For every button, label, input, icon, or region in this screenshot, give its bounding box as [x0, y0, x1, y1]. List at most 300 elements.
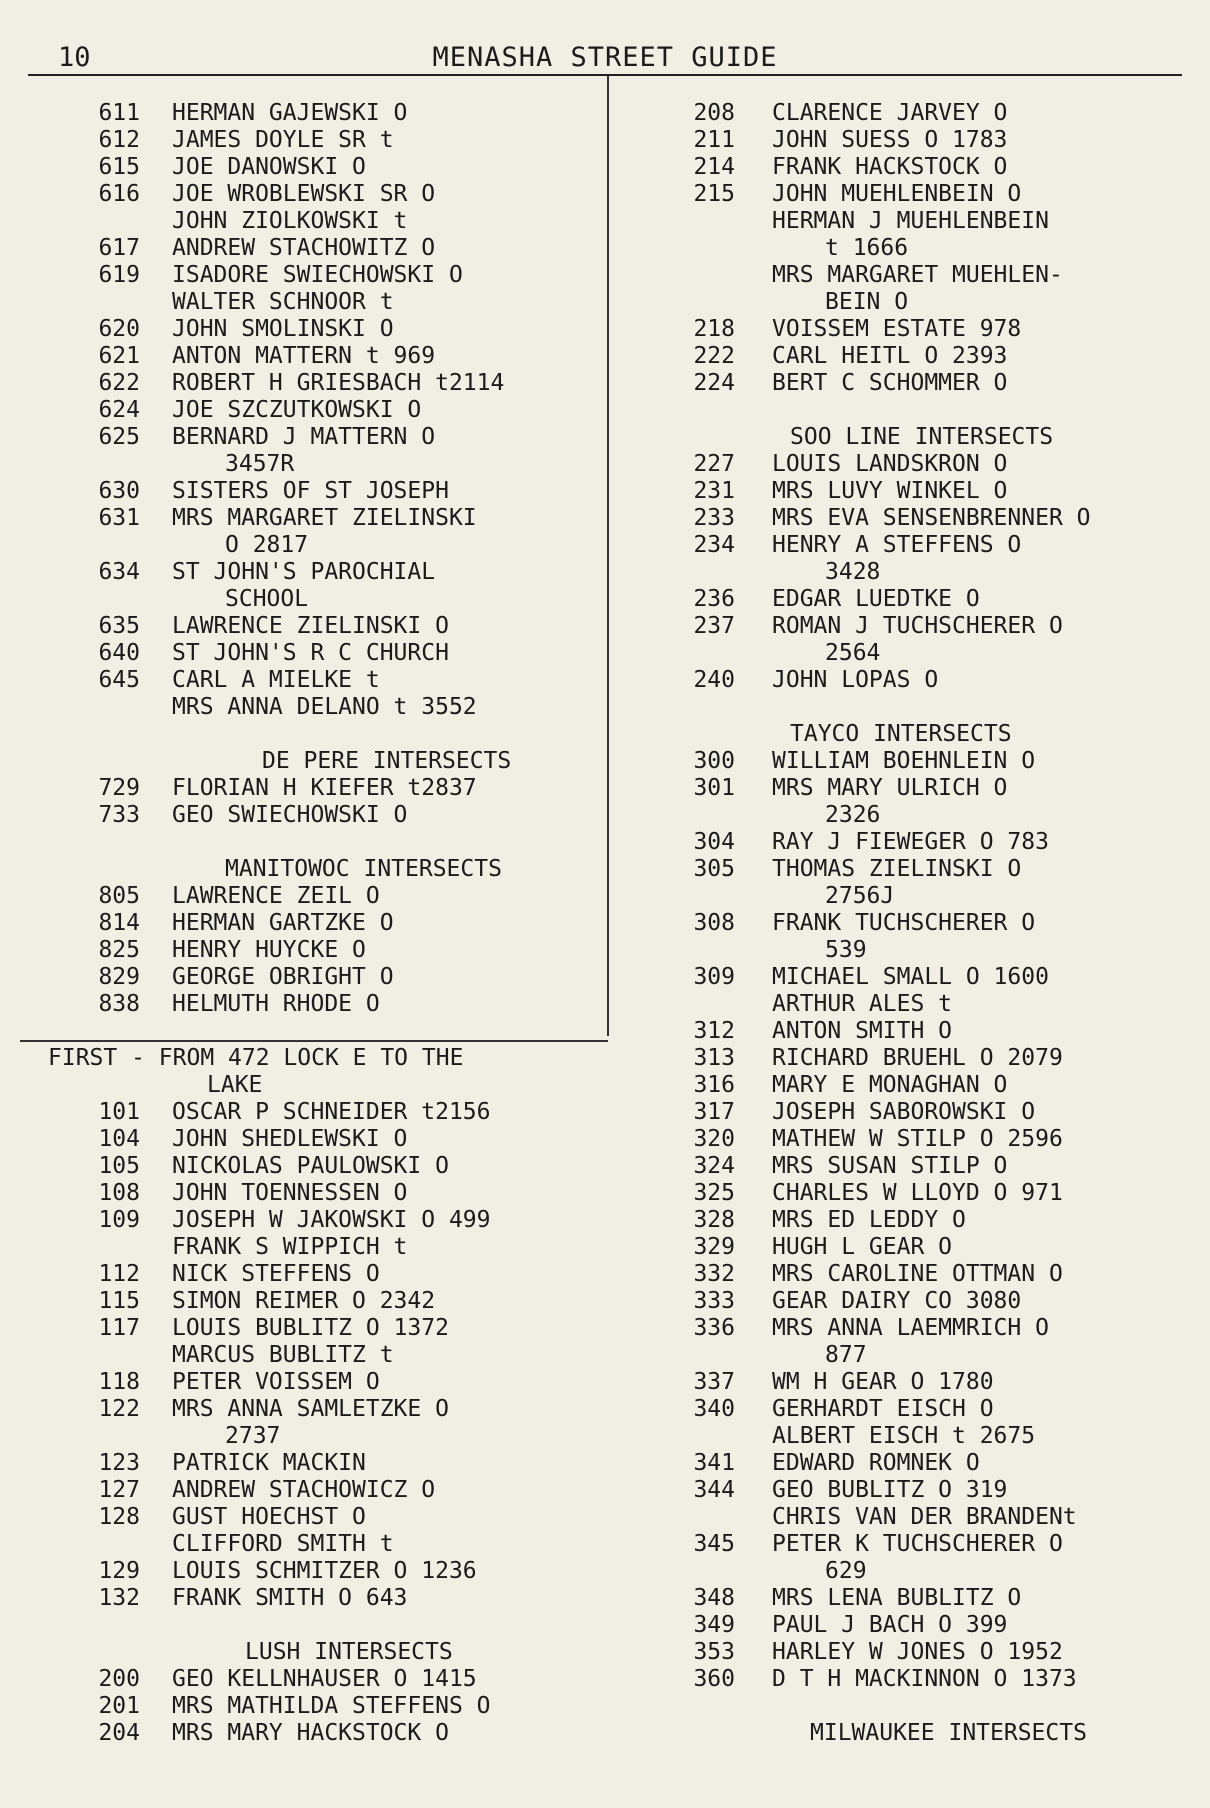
house-number: 214 [693, 154, 735, 180]
right-column [607, 100, 1210, 1747]
blank-row [0, 829, 607, 856]
house-number: 625 [98, 424, 140, 450]
resident-continued: 629 [825, 1558, 867, 1584]
directory-row [0, 802, 607, 829]
directory-row [607, 316, 1210, 343]
resident-name: HENRY HUYCKE O [172, 937, 366, 963]
resident-name: JOHN SUESS O 1783 [772, 127, 1008, 153]
resident-name: MRS MARY HACKSTOCK O [172, 1720, 449, 1746]
street-section-title-continued: LAKE [207, 1072, 263, 1098]
directory-row [0, 1180, 607, 1207]
directory-row [0, 1531, 607, 1558]
house-number: 129 [98, 1558, 140, 1584]
resident-name: GEO KELLNHAUSER O 1415 [172, 1666, 477, 1692]
directory-row [607, 991, 1210, 1018]
resident-name: LAWRENCE ZEIL O [172, 883, 380, 909]
resident-name: ROMAN J TUCHSCHERER O [772, 613, 1063, 639]
house-number: 353 [693, 1639, 735, 1665]
house-number: 234 [693, 532, 735, 558]
directory-row [0, 856, 607, 883]
directory-row [0, 1153, 607, 1180]
house-number: 117 [98, 1315, 140, 1341]
resident-continued: O 2817 [225, 532, 309, 558]
resident-name: GEAR DAIRY CO 3080 [772, 1288, 1022, 1314]
resident-name: EDWARD ROMNEK O [772, 1450, 980, 1476]
house-number: 118 [98, 1369, 140, 1395]
directory-row [607, 883, 1210, 910]
resident-name: ANTON MATTERN t 969 [172, 343, 436, 369]
resident-name: LOUIS LANDSKRON O [772, 451, 1008, 477]
house-number: 208 [693, 100, 735, 126]
house-number: 200 [98, 1666, 140, 1692]
resident-name: ST JOHN'S PAROCHIAL [172, 559, 436, 585]
directory-row [607, 1315, 1210, 1342]
resident-name: NICK STEFFENS O [172, 1261, 380, 1287]
directory-row [0, 775, 607, 802]
house-number: 224 [693, 370, 735, 396]
resident-name: JOHN SMOLINSKI O [172, 316, 394, 342]
blank-row [0, 1612, 607, 1639]
directory-row [607, 1531, 1210, 1558]
house-number: 218 [693, 316, 735, 342]
directory-row [607, 505, 1210, 532]
resident-continued: 877 [825, 1342, 867, 1368]
house-number: 805 [98, 883, 140, 909]
house-number: 645 [98, 667, 140, 693]
intersection-heading: SOO LINE INTERSECTS [790, 424, 1054, 450]
directory-row [607, 937, 1210, 964]
house-number: 333 [693, 1288, 735, 1314]
resident-name: EDGAR LUEDTKE O [772, 586, 980, 612]
house-number: 317 [693, 1099, 735, 1125]
resident-name: MRS LENA BUBLITZ O [772, 1585, 1022, 1611]
directory-row [0, 343, 607, 370]
directory-row [607, 1180, 1210, 1207]
directory-row [0, 424, 607, 451]
directory-row [607, 1126, 1210, 1153]
directory-row [0, 1234, 607, 1261]
house-number: 622 [98, 370, 140, 396]
directory-row [0, 559, 607, 586]
resident-name: MRS MARY ULRICH O [772, 775, 1008, 801]
house-number: 612 [98, 127, 140, 153]
resident-name: ROBERT H GRIESBACH t2114 [172, 370, 505, 396]
directory-row [0, 100, 607, 127]
directory-row [607, 1423, 1210, 1450]
directory-row [0, 1099, 607, 1126]
directory-row [0, 694, 607, 721]
directory-row [0, 154, 607, 181]
directory-row [607, 424, 1210, 451]
street-section-title: FIRST - FROM 472 LOCK E TO THE [48, 1045, 464, 1071]
intersection-heading: LUSH INTERSECTS [245, 1639, 453, 1665]
directory-row [0, 667, 607, 694]
house-number: 360 [693, 1666, 735, 1692]
house-number: 211 [693, 127, 735, 153]
resident-name: JOHN MUEHLENBEIN O [772, 181, 1022, 207]
resident-name: OSCAR P SCHNEIDER t2156 [172, 1099, 491, 1125]
resident-name: GUST HOECHST O [172, 1504, 366, 1530]
directory-row [607, 100, 1210, 127]
directory-row [0, 451, 607, 478]
house-number: 231 [693, 478, 735, 504]
directory-row [0, 235, 607, 262]
house-number: 620 [98, 316, 140, 342]
resident-name: MRS ED LEDDY O [772, 1207, 966, 1233]
resident-name: WILLIAM BOEHNLEIN O [772, 748, 1036, 774]
house-number: 349 [693, 1612, 735, 1638]
resident-name: CARL HEITL O 2393 [772, 343, 1008, 369]
resident-name: GEO SWIECHOWSKI O [172, 802, 408, 828]
resident-name: JOSEPH W JAKOWSKI O 499 [172, 1207, 491, 1233]
blank-row [0, 1018, 607, 1045]
house-number: 132 [98, 1585, 140, 1611]
directory-row [0, 1126, 607, 1153]
directory-row [607, 532, 1210, 559]
resident-continued: t 1666 [825, 235, 909, 261]
directory-row [607, 721, 1210, 748]
resident-continued: 3457R [225, 451, 295, 477]
resident-name: GEORGE OBRIGHT O [172, 964, 394, 990]
directory-row [607, 370, 1210, 397]
house-number: 325 [693, 1180, 735, 1206]
blank-row [607, 694, 1210, 721]
blank-row [607, 1693, 1210, 1720]
directory-row [0, 1504, 607, 1531]
resident-name: CHARLES W LLOYD O 971 [772, 1180, 1063, 1206]
directory-row [0, 532, 607, 559]
resident-name: JOE SZCZUTKOWSKI O [172, 397, 422, 423]
directory-row [0, 262, 607, 289]
house-number: 316 [693, 1072, 735, 1098]
blank-row [607, 397, 1210, 424]
resident-name: RICHARD BRUEHL O 2079 [772, 1045, 1063, 1071]
house-number: 309 [693, 964, 735, 990]
intersection-heading: MANITOWOC INTERSECTS [225, 856, 502, 882]
intersection-heading: DE PERE INTERSECTS [262, 748, 512, 774]
resident-name: LOUIS SCHMITZER O 1236 [172, 1558, 477, 1584]
house-number: 308 [693, 910, 735, 936]
directory-row [0, 505, 607, 532]
directory-row [607, 127, 1210, 154]
house-number: 345 [693, 1531, 735, 1557]
house-number: 621 [98, 343, 140, 369]
resident-name: JOHN TOENNESSEN O [172, 1180, 408, 1206]
directory-row [0, 1450, 607, 1477]
directory-row [0, 1315, 607, 1342]
resident-name: HERMAN GARTZKE O [172, 910, 394, 936]
directory-row [0, 964, 607, 991]
directory-row [0, 1342, 607, 1369]
directory-row [0, 1261, 607, 1288]
directory-row [0, 1639, 607, 1666]
directory-row [607, 586, 1210, 613]
resident-name: HARLEY W JONES O 1952 [772, 1639, 1063, 1665]
directory-row [607, 613, 1210, 640]
house-number: 615 [98, 154, 140, 180]
resident-continued: 2737 [225, 1423, 281, 1449]
page-header [28, 40, 1182, 76]
resident-name: MRS LUVY WINKEL O [772, 478, 1008, 504]
house-number: 304 [693, 829, 735, 855]
house-number: 115 [98, 1288, 140, 1314]
house-number: 105 [98, 1153, 140, 1179]
directory-row [607, 1666, 1210, 1693]
directory-row [0, 1288, 607, 1315]
resident-name: ALBERT EISCH t 2675 [772, 1423, 1036, 1449]
resident-name: D T H MACKINNON O 1373 [772, 1666, 1077, 1692]
directory-row [607, 1234, 1210, 1261]
directory-row [607, 748, 1210, 775]
page-title: MENASHA STREET GUIDE [432, 42, 778, 73]
directory-row [607, 667, 1210, 694]
directory-row [607, 1288, 1210, 1315]
house-number: 340 [693, 1396, 735, 1422]
resident-name: FRANK TUCHSCHERER O [772, 910, 1036, 936]
directory-row [0, 883, 607, 910]
directory-row [607, 1261, 1210, 1288]
resident-name: WALTER SCHNOOR t [172, 289, 394, 315]
resident-name: ST JOHN'S R C CHURCH [172, 640, 449, 666]
directory-row [607, 1477, 1210, 1504]
house-number: 305 [693, 856, 735, 882]
directory-row [607, 1612, 1210, 1639]
directory-row [0, 316, 607, 343]
resident-name: MRS EVA SENSENBRENNER O [772, 505, 1091, 531]
directory-row [607, 235, 1210, 262]
house-number: 108 [98, 1180, 140, 1206]
resident-name: SIMON REIMER O 2342 [172, 1288, 436, 1314]
house-number: 619 [98, 262, 140, 288]
resident-name: NICKOLAS PAULOWSKI O [172, 1153, 449, 1179]
house-number: 611 [98, 100, 140, 126]
directory-row [607, 154, 1210, 181]
resident-name: CLARENCE JARVEY O [772, 100, 1008, 126]
resident-continued: SCHOOL [225, 586, 309, 612]
resident-name: JOSEPH SABOROWSKI O [772, 1099, 1036, 1125]
resident-name: CLIFFORD SMITH t [172, 1531, 394, 1557]
directory-row [607, 1153, 1210, 1180]
house-number: 344 [693, 1477, 735, 1503]
house-number: 631 [98, 505, 140, 531]
resident-name: MRS MARGARET ZIELINSKI [172, 505, 477, 531]
directory-row [607, 559, 1210, 586]
house-number: 733 [98, 802, 140, 828]
directory-row [0, 1720, 607, 1747]
resident-name: PAUL J BACH O 399 [772, 1612, 1008, 1638]
house-number: 236 [693, 586, 735, 612]
resident-name: LOUIS BUBLITZ O 1372 [172, 1315, 449, 1341]
directory-row [607, 1369, 1210, 1396]
resident-name: ISADORE SWIECHOWSKI O [172, 262, 463, 288]
resident-name: JOE DANOWSKI O [172, 154, 366, 180]
house-number: 127 [98, 1477, 140, 1503]
house-number: 301 [693, 775, 735, 801]
house-number: 324 [693, 1153, 735, 1179]
house-number: 122 [98, 1396, 140, 1422]
directory-row [0, 208, 607, 235]
house-number: 312 [693, 1018, 735, 1044]
house-number: 336 [693, 1315, 735, 1341]
directory-row [0, 910, 607, 937]
directory-row [0, 397, 607, 424]
directory-row [0, 1693, 607, 1720]
resident-name: FRANK SMITH O 643 [172, 1585, 408, 1611]
resident-name: MRS ANNA LAEMMRICH O [772, 1315, 1049, 1341]
resident-name: MARY E MONAGHAN O [772, 1072, 1008, 1098]
blank-row [0, 721, 607, 748]
house-number: 313 [693, 1045, 735, 1071]
intersection-heading: MILWAUKEE INTERSECTS [810, 1720, 1087, 1746]
house-number: 838 [98, 991, 140, 1017]
directory-row [607, 1720, 1210, 1747]
directory-row [607, 1396, 1210, 1423]
directory-row [0, 181, 607, 208]
directory-row [607, 1018, 1210, 1045]
resident-name: JOHN SHEDLEWSKI O [172, 1126, 408, 1152]
house-number: 233 [693, 505, 735, 531]
directory-row [607, 262, 1210, 289]
resident-name: THOMAS ZIELINSKI O [772, 856, 1022, 882]
directory-row [0, 127, 607, 154]
left-column [0, 100, 607, 1747]
house-number: 825 [98, 937, 140, 963]
house-number: 341 [693, 1450, 735, 1476]
directory-row [607, 910, 1210, 937]
house-number: 204 [98, 1720, 140, 1746]
directory-row [0, 1072, 607, 1099]
directory-row [0, 613, 607, 640]
resident-name: JOE WROBLEWSKI SR O [172, 181, 436, 207]
directory-row [607, 829, 1210, 856]
resident-name: MRS ANNA DELANO t 3552 [172, 694, 477, 720]
resident-name: PETER VOISSEM O [172, 1369, 380, 1395]
house-number: 222 [693, 343, 735, 369]
resident-name: HUGH L GEAR O [772, 1234, 953, 1260]
directory-row [607, 1342, 1210, 1369]
resident-continued: 3428 [825, 559, 881, 585]
house-number: 348 [693, 1585, 735, 1611]
directory-row [607, 1450, 1210, 1477]
resident-name: GERHARDT EISCH O [772, 1396, 994, 1422]
directory-row [607, 451, 1210, 478]
house-number: 635 [98, 613, 140, 639]
house-number: 320 [693, 1126, 735, 1152]
resident-name: ANDREW STACHOWITZ O [172, 235, 436, 261]
directory-row [607, 181, 1210, 208]
directory-row [607, 1072, 1210, 1099]
directory-row [607, 1045, 1210, 1072]
house-number: 640 [98, 640, 140, 666]
directory-row [607, 1558, 1210, 1585]
resident-name: FRANK S WIPPICH t [172, 1234, 408, 1260]
resident-name: MATHEW W STILP O 2596 [772, 1126, 1063, 1152]
house-number: 332 [693, 1261, 735, 1287]
directory-row [607, 1099, 1210, 1126]
resident-name: HERMAN GAJEWSKI O [172, 100, 408, 126]
house-number: 630 [98, 478, 140, 504]
house-number: 128 [98, 1504, 140, 1530]
resident-name: MICHAEL SMALL O 1600 [772, 964, 1049, 990]
resident-name: ANDREW STACHOWICZ O [172, 1477, 436, 1503]
house-number: 201 [98, 1693, 140, 1719]
directory-row [0, 1666, 607, 1693]
resident-name: LAWRENCE ZIELINSKI O [172, 613, 449, 639]
house-number: 337 [693, 1369, 735, 1395]
house-number: 624 [98, 397, 140, 423]
directory-row [0, 1558, 607, 1585]
house-number: 300 [693, 748, 735, 774]
directory-row [607, 343, 1210, 370]
house-number: 617 [98, 235, 140, 261]
resident-name: ANTON SMITH O [772, 1018, 953, 1044]
directory-row [0, 1477, 607, 1504]
house-number: 729 [98, 775, 140, 801]
house-number: 829 [98, 964, 140, 990]
page-number: 10 [58, 42, 91, 73]
directory-row [607, 640, 1210, 667]
resident-name: MRS MARGARET MUEHLEN- [772, 262, 1063, 288]
resident-name: MRS CAROLINE OTTMAN O [772, 1261, 1063, 1287]
resident-continued: BEIN O [825, 289, 909, 315]
resident-name: JOHN ZIOLKOWSKI t [172, 208, 408, 234]
resident-continued: 2564 [825, 640, 881, 666]
directory-row [0, 1369, 607, 1396]
directory-row [0, 370, 607, 397]
house-number: 329 [693, 1234, 735, 1260]
directory-row [607, 1207, 1210, 1234]
resident-continued: 539 [825, 937, 867, 963]
directory-row [607, 856, 1210, 883]
resident-name: HELMUTH RHODE O [172, 991, 380, 1017]
directory-row [607, 1639, 1210, 1666]
resident-name: SISTERS OF ST JOSEPH [172, 478, 449, 504]
directory-row [0, 937, 607, 964]
directory-row [607, 478, 1210, 505]
resident-name: RAY J FIEWEGER O 783 [772, 829, 1049, 855]
resident-name: MRS SUSAN STILP O [772, 1153, 1008, 1179]
house-number: 328 [693, 1207, 735, 1233]
directory-row [0, 1396, 607, 1423]
resident-name: FRANK HACKSTOCK O [772, 154, 1008, 180]
directory-row [607, 964, 1210, 991]
resident-name: CARL A MIELKE t [172, 667, 380, 693]
resident-name: FLORIAN H KIEFER t2837 [172, 775, 477, 801]
resident-name: HENRY A STEFFENS O [772, 532, 1022, 558]
house-number: 227 [693, 451, 735, 477]
directory-row [0, 991, 607, 1018]
house-number: 101 [98, 1099, 140, 1125]
directory-row [0, 1585, 607, 1612]
resident-name: BERT C SCHOMMER O [772, 370, 1008, 396]
resident-name: PATRICK MACKIN [172, 1450, 366, 1476]
resident-name: WM H GEAR O 1780 [772, 1369, 994, 1395]
house-number: 634 [98, 559, 140, 585]
house-number: 814 [98, 910, 140, 936]
house-number: 215 [693, 181, 735, 207]
directory-row [607, 775, 1210, 802]
house-number: 240 [693, 667, 735, 693]
resident-name: ARTHUR ALES t [772, 991, 953, 1017]
resident-name: JOHN LOPAS O [772, 667, 939, 693]
house-number: 237 [693, 613, 735, 639]
directory-row [0, 478, 607, 505]
resident-name: JAMES DOYLE SR t [172, 127, 394, 153]
resident-name: BERNARD J MATTERN O [172, 424, 436, 450]
resident-name: CHRIS VAN DER BRANDENt [772, 1504, 1077, 1530]
resident-name: MRS MATHILDA STEFFENS O [172, 1693, 491, 1719]
resident-name: MARCUS BUBLITZ t [172, 1342, 394, 1368]
